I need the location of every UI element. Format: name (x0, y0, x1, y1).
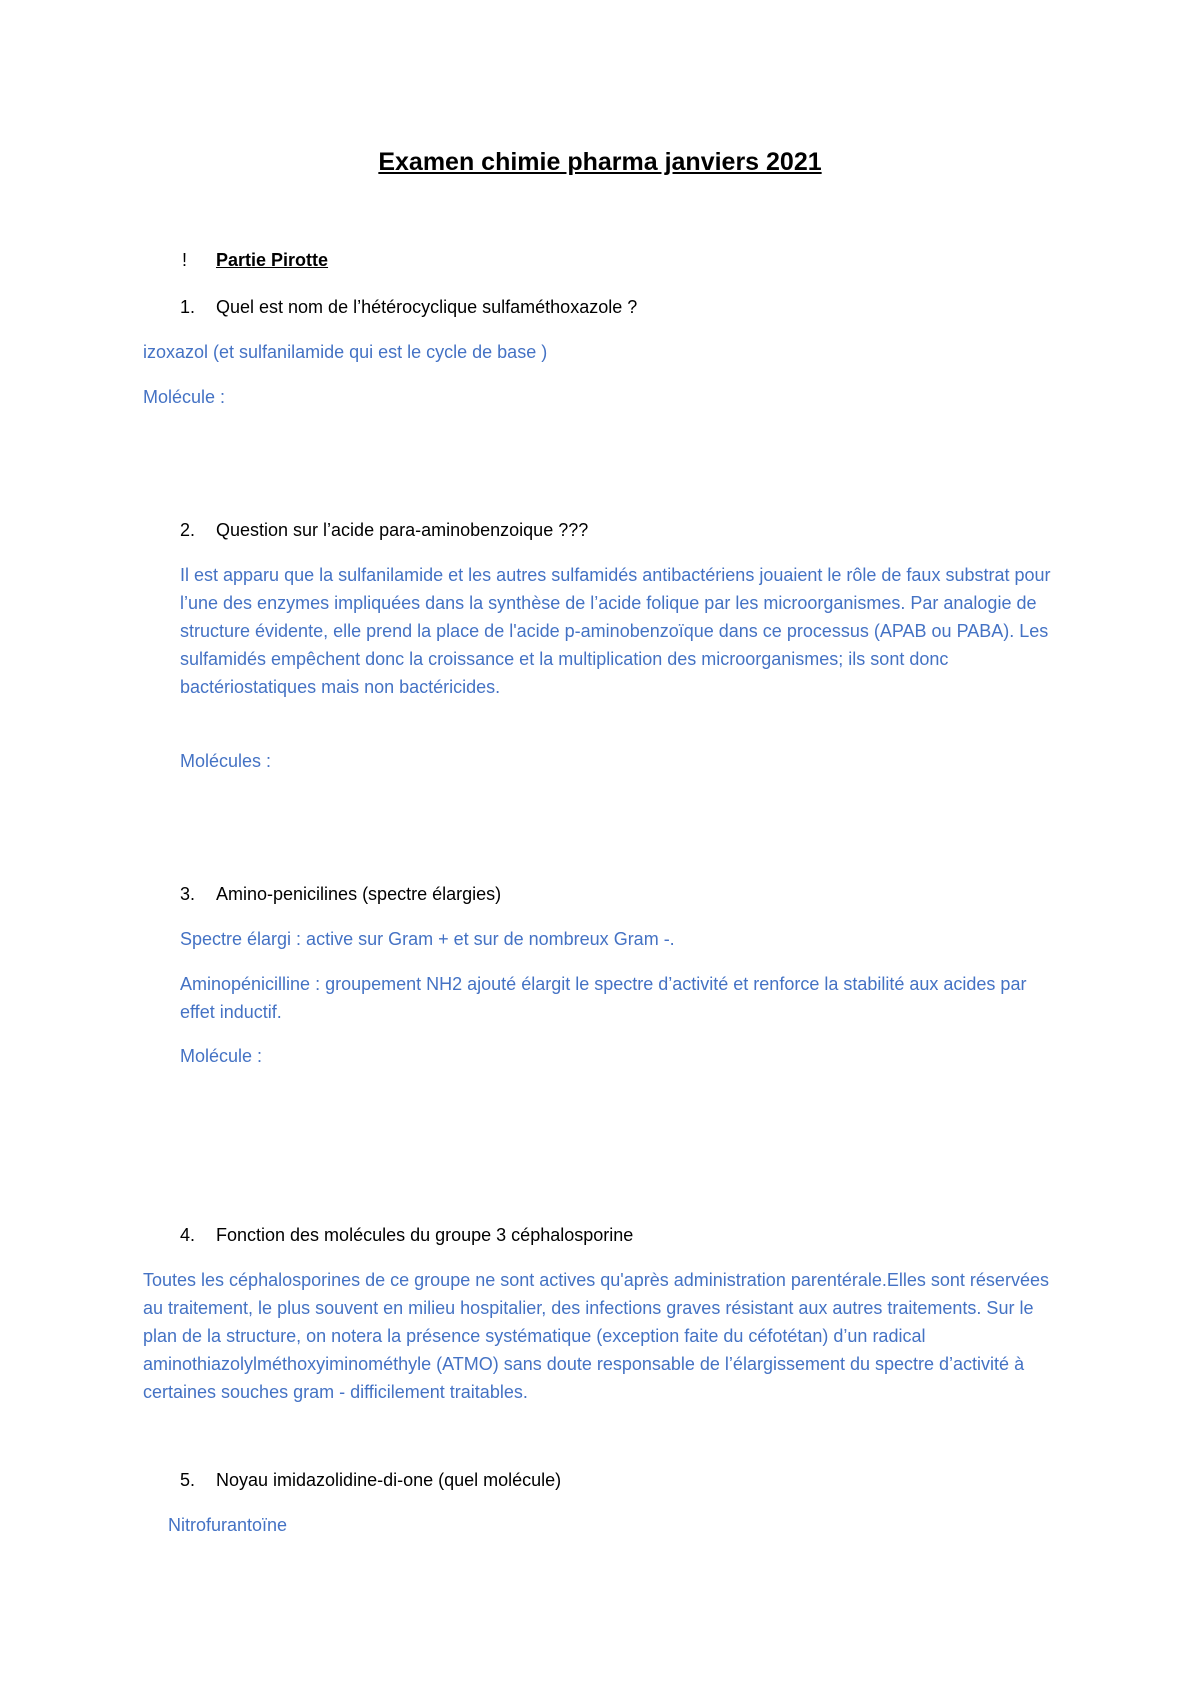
question-2-text: Question sur l’acide para-aminobenzoique ??? (216, 520, 589, 540)
question-3-number: 3. (180, 884, 196, 904)
question-2-answer-2: Molécules : (180, 751, 272, 771)
part-bullet: ! (182, 250, 188, 270)
question-1-answer-1: izoxazol (et sulfanilamide qui est le cycle de base ) (143, 342, 548, 362)
question-4-text: Fonction des molécules du groupe 3 céphalosporine (216, 1225, 634, 1245)
question-5-number: 5. (180, 1470, 196, 1490)
question-1-number: 1. (180, 297, 196, 317)
question-1-text: Quel est nom de l’hétérocyclique sulfaméthoxazole ? (216, 297, 638, 317)
question-2-answer-1: Il est apparu que la sulfanilamide et les autres sulfamidés antibactériens jouaient le rôle de faux substrat pour l’une des enzymes impliquées dans la synthèse de l’acide folique par les microorganismes. Par analogie de structure évidente, elle prend la place de l'acide p-aminobenzoïque dans ce processus (APAB ou PABA). Les sulfamidés empêchent donc la croissance et la multiplication des microorganismes; ils sont donc bactériostatiques mais non bactéricides. (180, 565, 1051, 697)
part-label: Partie Pirotte (216, 250, 329, 270)
question-3-answer-2: Aminopénicilline : groupement NH2 ajouté élargit le spectre d’activité et renforce la stabilité aux acides par effet inductif. (180, 974, 1027, 1022)
question-3-text: Amino-penicilines (spectre élargies) (216, 884, 502, 904)
question-4-answer-1: Toutes les céphalosporines de ce groupe ne sont actives qu'après administration parentérale.Elles sont réservées au traitement, le plus souvent en milieu hospitalier, des infections graves résistant aux autres traitements. Sur le plan de la structure, on notera la présence systématique (exception faite du céfotétan) d’un radical aminothiazolylméthoxyiminométhyle (ATMO) sans doute responsable de l’élargissement du spectre d’activité à certaines souches gram - difficilement traitables. (143, 1270, 1049, 1402)
question-1-answer-2: Molécule : (143, 387, 226, 407)
question-4-number: 4. (180, 1225, 196, 1245)
document-title: Examen chimie pharma janviers 2021 (378, 148, 822, 176)
question-3-answer-3: Molécule : (180, 1046, 263, 1066)
question-2-number: 2. (180, 520, 196, 540)
question-3-answer-1: Spectre élargi : active sur Gram + et sur de nombreux Gram -. (180, 929, 675, 949)
question-5-text: Noyau imidazolidine-di-one (quel molécule) (216, 1470, 562, 1490)
question-5-answer-1: Nitrofurantoïne (168, 1515, 288, 1535)
